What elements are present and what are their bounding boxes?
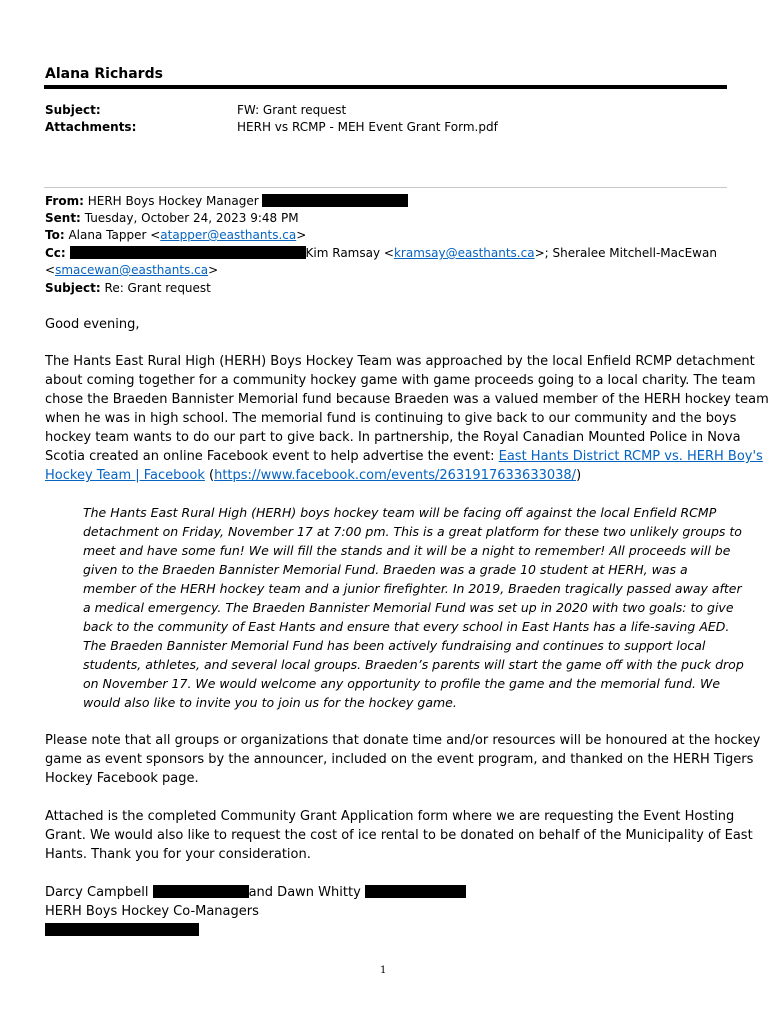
redaction-block [70,246,306,259]
cc-smacewan-email-link[interactable]: smacewan@easthants.ca [55,263,209,277]
signature-contact-line [45,921,199,940]
paragraph-line [45,466,735,485]
header-divider [44,85,727,89]
message-divider [44,187,727,188]
paragraph-line: Please note that all groups or organizations that donate time and/or resources will be honoured at the hockey [45,733,761,748]
sent-label: Sent: [45,211,81,225]
subject-label: Subject: [45,103,101,117]
reply-subject-line [45,280,211,297]
from-label: From: [45,194,84,208]
redaction-block [153,885,249,898]
quote-line: The Hants East Rural High (HERH) boys hockey team will be facing off against the local Enfield RCMP [83,505,717,520]
sent-line [45,210,299,227]
cc-label: Cc: [45,246,66,260]
to-line [45,227,306,244]
attachment-filename[interactable]: HERH vs RCMP - MEH Event Grant Form.pdf [237,120,498,134]
paragraph-line: about coming together for a community hockey game with game proceeds going to a local charity. The team [45,373,756,388]
signature-name-2: and Dawn Whitty [248,885,361,900]
reply-subject-value: Re: Grant request [104,281,211,295]
redaction-block [45,923,199,936]
page-number: 1 [380,965,387,976]
paragraph-line: chose the Braeden Bannister Memorial fund because Braeden was a valued member of the HERH hockey team [45,392,769,407]
sent-value: Tuesday, October 24, 2023 9:48 PM [84,211,299,225]
paragraph-line: hockey team wants to do our part to give back. In partnership, the Royal Canadian Mounted Police in Nova [45,430,741,445]
paragraph-line: Hants. Thank you for your consideration. [45,847,311,862]
paragraph-line [45,447,763,466]
signature-names-line [45,883,466,902]
mailbox-owner-name: Alana Richards [45,66,163,82]
to-label: To: [45,228,65,242]
cc-kim-suffix: >; Sheralee Mitchell-MacEwan [534,246,717,260]
signature-name-1: Darcy Campbell [45,885,149,900]
cc-kim-email-link[interactable]: kramsay@easthants.ca [393,246,535,260]
reply-subject-label: Subject: [45,281,101,295]
from-line [45,193,408,210]
body-paragraph-2 [45,731,761,788]
cc-line [45,245,717,262]
subject-value: FW: Grant request [237,103,347,117]
quote-line: The Braeden Bannister Memorial Fund has been actively fundraising and continues to support local [83,638,706,653]
quote-line: meet and have some fun! We will fill the stands and it will be a night to remember! All proceeds will be [83,543,731,558]
cc-line-continued [45,262,218,279]
facebook-event-url-link[interactable]: https://www.facebook.com/events/2631917633633038/ [214,468,577,483]
paragraph-line: Hockey Facebook page. [45,771,199,786]
to-email-link[interactable]: atapper@easthants.ca [160,228,297,242]
paragraph-line: Grant. We would also like to request the cost of ice rental to be donated on behalf of the Municipality of East [45,828,753,843]
line-text: ) [576,468,582,483]
quoted-event-description [83,503,744,712]
paragraph-line: The Hants East Rural High (HERH) Boys Hockey Team was approached by the local Enfield RCMP detachment [45,354,755,369]
to-prefix: Alana Tapper < [68,228,161,242]
redaction-block [262,194,408,207]
paragraph-line: when he was in high school. The memorial fund is continuing to give back to our community and the boys [45,411,737,426]
body-paragraph-3 [45,807,753,864]
facebook-event-link[interactable]: East Hants District RCMP vs. HERH Boy's [498,449,763,464]
quote-line: given to the Braeden Bannister Memorial Fund. Braeden was a grade 10 student at HERH, was a [83,562,688,577]
from-value: HERH Boys Hockey Manager [87,194,259,208]
paragraph-line: game as event sponsors by the announcer, included on the event program, and thanked on the HERH Tigers [45,752,754,767]
signature-title: HERH Boys Hockey Co-Managers [45,904,259,919]
cc-kim-prefix: Kim Ramsay < [305,246,394,260]
facebook-event-link-continued[interactable]: Hockey Team | Facebook [45,468,205,483]
line-text: Scotia created an online Facebook event to help advertise the event: [45,449,499,464]
quote-line: back to the community of East Hants and ensure that every school in East Hants has a life-saving AED. [83,619,730,634]
body-paragraph-1 [45,352,769,485]
quote-line: on November 17. We would welcome any opportunity to profile the game and the memorial fund. We [83,676,721,691]
quote-line: detachment on Friday, November 17 at 7:00 pm. This is a great platform for these two unlikely groups to [83,524,742,539]
line-text: ( [204,468,215,483]
quote-line: a medical emergency. The Braeden Bannister Memorial Fund was set up in 2020 with two goals: to give [83,600,734,615]
to-suffix: > [296,228,307,242]
greeting: Good evening, [45,317,140,332]
quote-line: member of the HERH hockey team and a junior firefighter. In 2019, Braeden tragically passed away after [83,581,742,596]
quote-line: would also like to invite you to join us for the hockey game. [83,695,457,710]
cc-line2-prefix: < [45,263,56,277]
redaction-block [365,885,466,898]
paragraph-line: Attached is the completed Community Grant Application form where we are requesting the Event Hosting [45,809,735,824]
attachments-label: Attachments: [45,120,137,134]
quote-line: students, athletes, and several local groups. Braeden’s parents will start the game off with the puck drop [83,657,744,672]
cc-line2-suffix: > [208,263,219,277]
